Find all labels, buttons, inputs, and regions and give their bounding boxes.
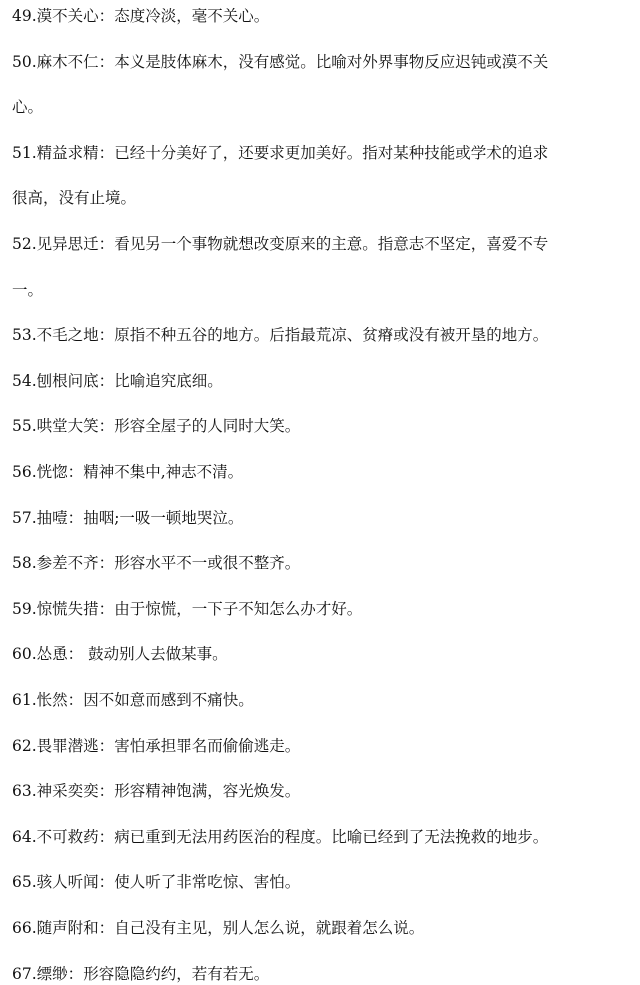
- entry-line: [12, 826, 634, 848]
- entry-term: 缥缈: [36, 964, 68, 983]
- entry-number: 60.: [12, 645, 37, 664]
- entry-definition: 原指不种五谷的地方。后指最荒凉、贫瘠或没有被开垦的地方。: [114, 326, 549, 345]
- entry-line: [12, 233, 634, 255]
- entry-definition: 病已重到无法用药医治的程度。比喻已经到了无法挽救的地步。: [114, 827, 549, 846]
- entry-line: [12, 871, 634, 893]
- entry-line: [12, 963, 634, 985]
- entry-term: 怅然: [36, 691, 68, 709]
- entry-number: 49.: [12, 7, 37, 25]
- entry-separator: ：: [98, 326, 115, 345]
- entry-definition: 形容水平不一或很不整齐。: [114, 554, 301, 573]
- entry-separator: ：: [98, 52, 115, 71]
- entry-term: 随声附和: [36, 919, 99, 937]
- entry-term: 刨根问底: [36, 371, 99, 390]
- entry-term: 哄堂大笑: [36, 417, 99, 436]
- entry-number: 66.: [12, 919, 37, 937]
- entry-line: [12, 735, 634, 757]
- entry-line: [12, 598, 634, 620]
- entry-line: [12, 370, 634, 392]
- entry-number: 50.: [12, 52, 37, 71]
- entry-definition-continued: 很高，没有止境。: [12, 189, 137, 208]
- entry-line: [12, 5, 634, 27]
- entry-definition-continued: 心。: [12, 98, 44, 117]
- entry-term: 神采奕奕: [36, 782, 99, 801]
- entry-number: 53.: [12, 326, 37, 345]
- entry-separator: ：: [98, 417, 115, 436]
- entry-definition: 形容精神饱满，容光焕发。: [114, 782, 301, 801]
- entry-separator: ：: [67, 463, 84, 481]
- entry-separator: ：: [67, 691, 84, 709]
- entry-separator: ：: [67, 508, 84, 527]
- entry-line: [12, 142, 634, 164]
- entry-separator: ：: [98, 235, 115, 253]
- entry-definition: 鼓动别人去做某事。: [83, 645, 228, 664]
- entry-separator: ：: [67, 645, 84, 664]
- entry-definition: 看见另一个事物就想改变原来的主意。指意志不坚定，喜爱不专: [114, 235, 549, 253]
- entry-number: 54.: [12, 371, 37, 390]
- entry-definition: 精神不集中,神志不清。: [83, 463, 244, 481]
- entry-term: 参差不齐: [36, 554, 99, 573]
- entry-number: 61.: [12, 691, 37, 709]
- entry-number: 58.: [12, 554, 37, 573]
- entry-term: 恍惚: [36, 463, 68, 481]
- entry-definition: 使人听了非常吃惊、害怕。: [114, 873, 301, 892]
- entry-definition: 形容隐隐约约，若有若无。: [83, 964, 270, 983]
- entry-definition: 抽咽;一吸一顿地哭泣。: [83, 508, 244, 527]
- entry-separator: ：: [98, 599, 115, 618]
- entry-definition: 害怕承担罪名而偷偷逃走。: [114, 736, 301, 755]
- entry-line: [12, 780, 634, 802]
- entry-definition: 自己没有主见，别人怎么说，就跟着怎么说。: [114, 919, 425, 937]
- entry-separator: ：: [98, 143, 115, 162]
- entry-definition: 因不如意而感到不痛快。: [83, 691, 254, 709]
- entry-line: [12, 917, 634, 939]
- entry-definition: 态度冷淡，毫不关心。: [114, 7, 270, 25]
- entry-term: 骇人听闻: [36, 873, 99, 892]
- entry-term: 精益求精: [36, 143, 99, 162]
- entry-line: [12, 643, 634, 665]
- entry-term: 不毛之地: [36, 326, 99, 345]
- entry-separator: ：: [98, 371, 115, 390]
- entry-term: 漠不关心: [36, 7, 99, 25]
- entry-term: 不可救药: [36, 827, 99, 846]
- entry-number: 64.: [12, 827, 37, 846]
- entry-number: 57.: [12, 508, 37, 527]
- entry-number: 59.: [12, 599, 37, 618]
- entry-number: 65.: [12, 873, 37, 892]
- entry-term: 麻木不仁: [36, 52, 99, 71]
- entry-continuation-line: [12, 279, 634, 301]
- entry-line: [12, 552, 634, 574]
- entry-number: 52.: [12, 235, 37, 253]
- entry-separator: ：: [98, 782, 115, 801]
- entry-line: [12, 51, 634, 73]
- entry-separator: ：: [98, 7, 115, 25]
- entry-separator: ：: [98, 873, 115, 892]
- entry-line: [12, 461, 634, 483]
- entry-separator: ：: [98, 554, 115, 573]
- entry-definition: 比喻追究底细。: [114, 371, 223, 390]
- entry-number: 67.: [12, 964, 37, 983]
- entry-definition: 本义是肢体麻木，没有感觉。比喻对外界事物反应迟钝或漠不关: [114, 52, 549, 71]
- entry-definition: 由于惊慌，一下子不知怎么办才好。: [114, 599, 363, 618]
- entry-separator: ：: [98, 827, 115, 846]
- entry-continuation-line: [12, 96, 634, 118]
- entry-term: 抽噎: [36, 508, 68, 527]
- entry-separator: ：: [98, 736, 115, 755]
- entry-line: [12, 415, 634, 437]
- entry-term: 惊慌失措: [36, 599, 99, 618]
- entry-line: [12, 324, 634, 346]
- entry-definition-continued: 一。: [12, 280, 44, 299]
- entry-separator: ：: [98, 919, 115, 937]
- entry-line: [12, 507, 634, 529]
- entry-definition: 形容全屋子的人同时大笑。: [114, 417, 301, 436]
- entry-continuation-line: [12, 187, 634, 209]
- entry-term: 怂恿: [36, 645, 68, 664]
- entry-number: 55.: [12, 417, 37, 436]
- entry-separator: ：: [67, 964, 84, 983]
- entry-term: 见异思迁: [36, 235, 99, 253]
- entry-number: 51.: [12, 143, 37, 162]
- entry-number: 63.: [12, 782, 37, 801]
- entry-term: 畏罪潜逃: [36, 736, 99, 755]
- entry-definition: 已经十分美好了，还要求更加美好。指对某种技能或学术的追求: [114, 143, 549, 162]
- entry-number: 62.: [12, 736, 37, 755]
- entry-line: [12, 689, 634, 711]
- entry-number: 56.: [12, 463, 37, 481]
